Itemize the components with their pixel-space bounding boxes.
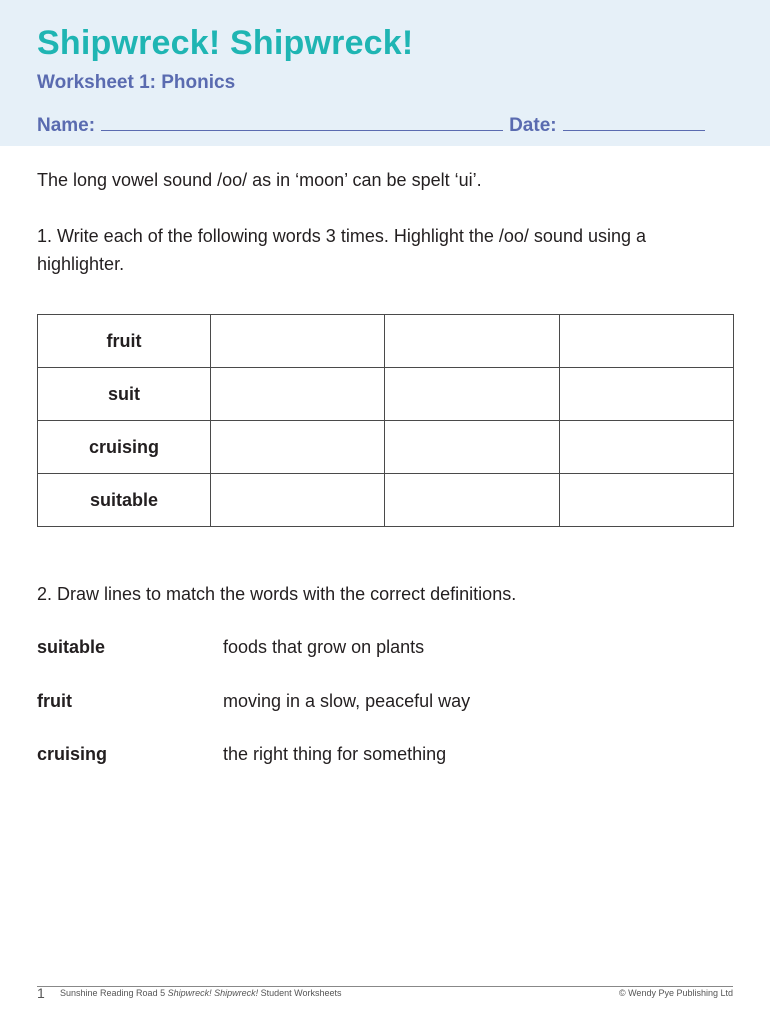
writing-cell[interactable]: [211, 421, 385, 474]
question-1-text: 1. Write each of the following words 3 times. Highlight the /oo/ sound using a highlighter.: [37, 226, 647, 274]
table-row: [38, 315, 734, 368]
match-definition[interactable]: foods that grow on plants: [223, 637, 425, 657]
footer-series-text: [60, 988, 342, 998]
match-row: [37, 637, 727, 663]
match-row: [37, 744, 727, 770]
writing-cell[interactable]: [211, 315, 385, 368]
table-row: [38, 368, 734, 421]
footer-series: Sunshine Reading Road 5: [60, 988, 166, 998]
table-word-cell: fruit: [38, 315, 211, 368]
page-number: 1: [37, 985, 45, 1001]
date-label: Date:: [509, 115, 557, 136]
name-date-row: [37, 114, 733, 137]
writing-cell[interactable]: [559, 368, 733, 421]
intro-text: The long vowel sound /oo/ as in ‘moon’ can be spelt ‘ui’.: [37, 170, 482, 190]
writing-cell[interactable]: [559, 474, 733, 527]
footer-copyright: © Wendy Pye Publishing Ltd: [618, 988, 733, 998]
footer-divider: [37, 986, 733, 987]
worksheet-subtitle: Worksheet 1: Phonics: [37, 72, 236, 93]
table-row: [38, 421, 734, 474]
word-writing-table: [37, 314, 734, 527]
match-definition[interactable]: the right thing for something: [223, 744, 447, 764]
name-field-line[interactable]: [101, 114, 503, 131]
table-word-cell: suitable: [38, 474, 211, 527]
match-word[interactable]: suitable: [37, 637, 106, 657]
writing-cell[interactable]: [211, 474, 385, 527]
match-word[interactable]: fruit: [37, 691, 72, 711]
match-definition[interactable]: moving in a slow, peaceful way: [223, 691, 471, 711]
table-word-cell: suit: [38, 368, 211, 421]
question-2-text: 2. Draw lines to match the words with the correct definitions.: [37, 584, 517, 604]
writing-cell[interactable]: [559, 421, 733, 474]
match-word[interactable]: cruising: [37, 744, 108, 764]
writing-cell[interactable]: [559, 315, 733, 368]
footer-book-title: Shipwreck! Shipwreck!: [167, 988, 259, 998]
table-word-cell: cruising: [38, 421, 211, 474]
footer-suffix: Student Worksheets: [260, 988, 342, 998]
match-row: [37, 691, 727, 717]
worksheet-title: Shipwreck! Shipwreck!: [37, 24, 414, 62]
date-field-line[interactable]: [563, 114, 705, 131]
writing-cell[interactable]: [211, 368, 385, 421]
writing-cell[interactable]: [385, 315, 559, 368]
table-row: [38, 474, 734, 527]
name-label: Name:: [37, 115, 96, 136]
writing-cell[interactable]: [385, 474, 559, 527]
writing-cell[interactable]: [385, 368, 559, 421]
writing-cell[interactable]: [385, 421, 559, 474]
